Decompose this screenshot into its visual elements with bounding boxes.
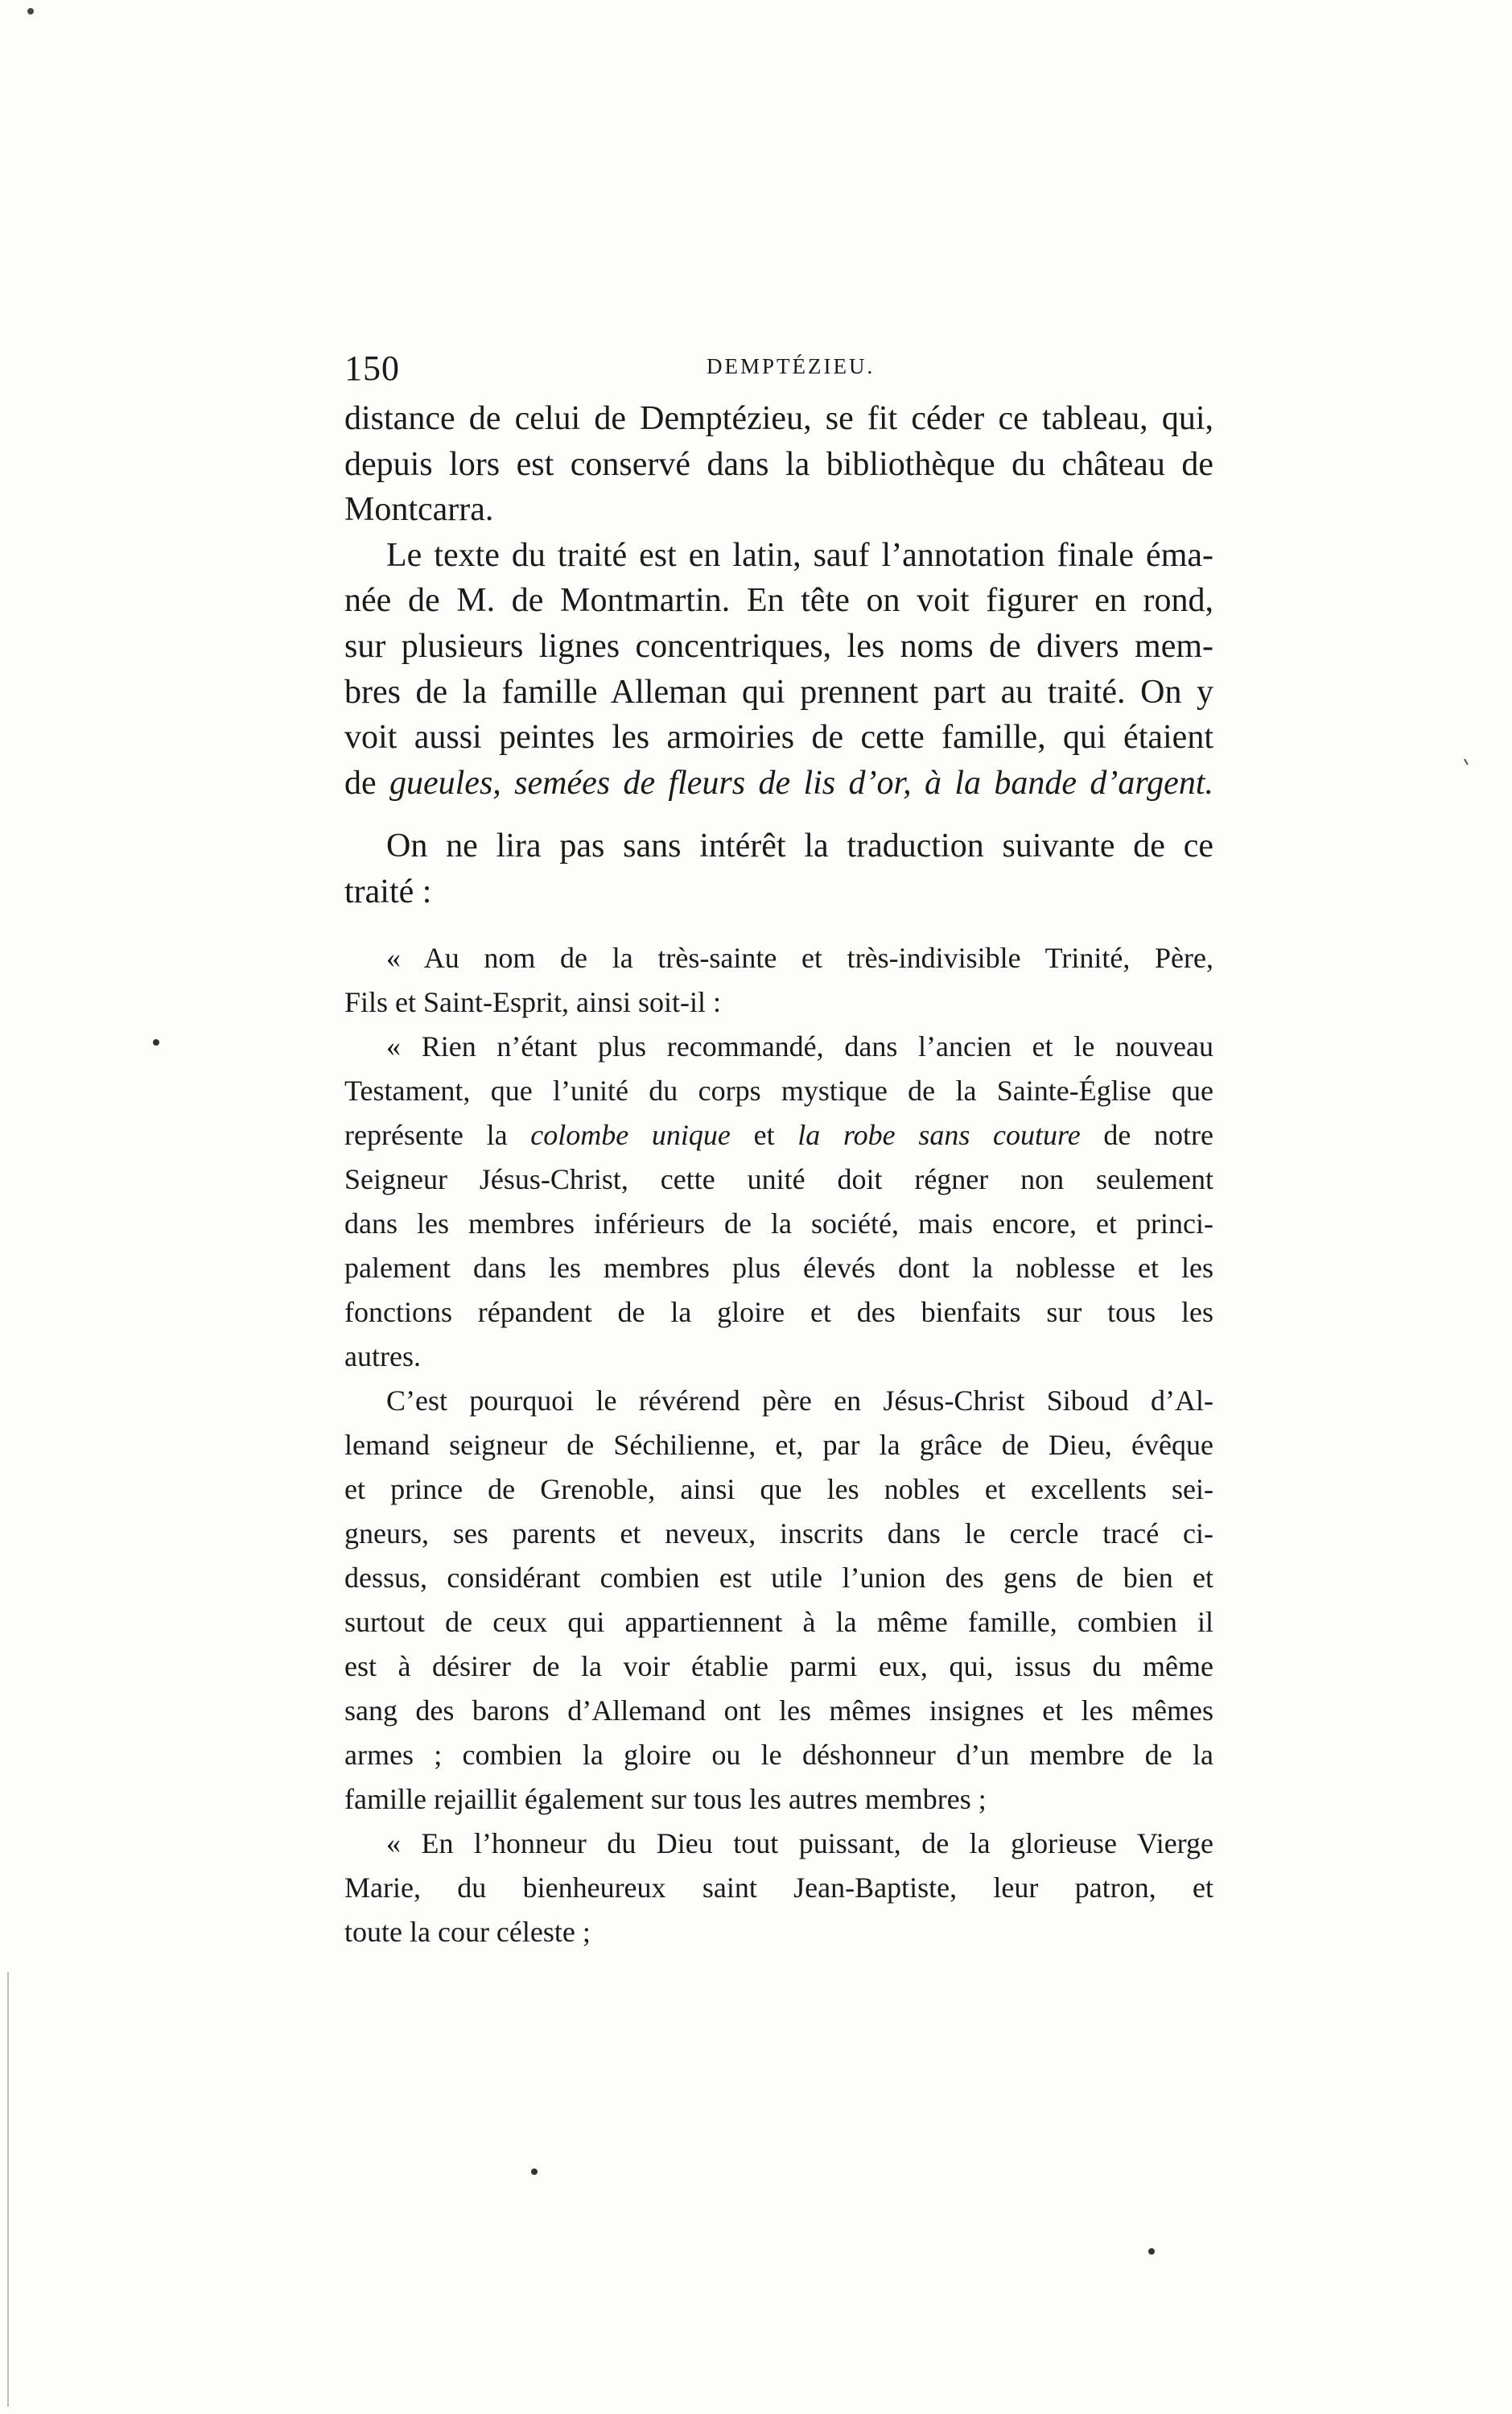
speck <box>1465 759 1468 765</box>
text-line: gneurs, ses parents et neveux, inscrits dans le cercle tracé ci- <box>344 1516 1213 1549</box>
text-line: Fils et Saint-Esprit, ainsi soit-il : <box>344 985 721 1018</box>
text-line: toute la cour céleste ; <box>344 1915 591 1948</box>
text-line: famille rejaillit également sur tous les autres membres ; <box>344 1782 987 1815</box>
text-line: distance de celui de Demptézieu, se fit céder ce tableau, qui, <box>344 400 1213 437</box>
text-line: lemand seigneur de Séchilienne, et, par la grâce de Dieu, évêque <box>344 1428 1213 1461</box>
heraldry-italic: gueules, semées de fleurs de lis d’or, à la bande d’argent. <box>389 764 1213 802</box>
text-line: « Rien n’étant plus recommandé, dans l’ancien et le nouveau <box>386 1030 1213 1063</box>
text-line: Testament, que l’unité du corps mystique de la Sainte-Église que <box>344 1074 1213 1107</box>
text-line: Marie, du bienheureux saint Jean-Baptiste, leur patron, et <box>344 1871 1213 1904</box>
text-line: bres de la famille Alleman qui prennent part au traité. On y <box>344 673 1213 711</box>
text-line: et prince de Grenoble, ainsi que les nobles et excellents sei- <box>344 1472 1213 1505</box>
text-line: Montcarra. <box>344 491 494 529</box>
text-line: On ne lira pas sans intérêt la traduction suivante de ce <box>386 827 1213 865</box>
speck <box>27 8 34 14</box>
text-line: « Au nom de la très-sainte et très-indivisible Trinité, Père, <box>386 941 1213 974</box>
text-line: depuis lors est conservé dans la bibliothèque du château de <box>344 445 1213 483</box>
text-segment: de <box>344 764 389 802</box>
text-line: traité : <box>344 873 432 910</box>
text-line: Le texte du traité est en latin, sauf l’annotation finale éma- <box>386 536 1213 574</box>
text-line: Seigneur Jésus-Christ, cette unité doit régner non seulement <box>344 1162 1213 1195</box>
text-line: sang des barons d’Allemand ont les mêmes insignes et les mêmes <box>344 1694 1213 1727</box>
italic-segment: colombe unique <box>530 1118 731 1151</box>
text-line: née de M. de Montmartin. En tête on voit figurer en rond, <box>344 582 1213 620</box>
text-line: dessus, considérant combien est utile l’union des gens de bien et <box>344 1561 1213 1594</box>
page-number: 150 <box>344 349 400 388</box>
text-line: « En l’honneur du Dieu tout puissant, de la glorieuse Vierge <box>386 1826 1213 1859</box>
text-line: autres. <box>344 1339 421 1372</box>
text-segment: représente la <box>344 1118 531 1151</box>
text-line: sur plusieurs lignes concentriques, les noms de divers mem- <box>344 627 1213 665</box>
running-title: DEMPTÉZIEU. <box>707 354 875 378</box>
text-line: fonctions répandent de la gloire et des bienfaits sur tous les <box>344 1295 1213 1328</box>
text-line: est à désirer de la voir établie parmi eux, qui, issus du même <box>344 1649 1213 1682</box>
text-line: voit aussi peintes les armoiries de cette famille, qui étaient <box>344 719 1213 757</box>
italic-segment: la robe sans couture <box>797 1118 1081 1151</box>
text-line: armes ; combien la gloire ou le déshonneur d’un membre de la <box>344 1738 1213 1771</box>
text-line: palement dans les membres plus élevés dont la noblesse et les <box>344 1251 1213 1284</box>
text-segment: de notre <box>1080 1118 1214 1151</box>
text-line: surtout de ceux qui appartiennent à la même famille, combien il <box>344 1605 1213 1638</box>
text-line: C’est pourquoi le révérend père en Jésus-Christ Siboud d’Al- <box>386 1384 1213 1417</box>
speck <box>153 1039 159 1046</box>
text-segment: et <box>730 1118 798 1151</box>
speck <box>1148 2248 1155 2255</box>
text-line: dans les membres inférieurs de la société, mais encore, et princi- <box>344 1207 1213 1240</box>
speck <box>531 2168 538 2175</box>
